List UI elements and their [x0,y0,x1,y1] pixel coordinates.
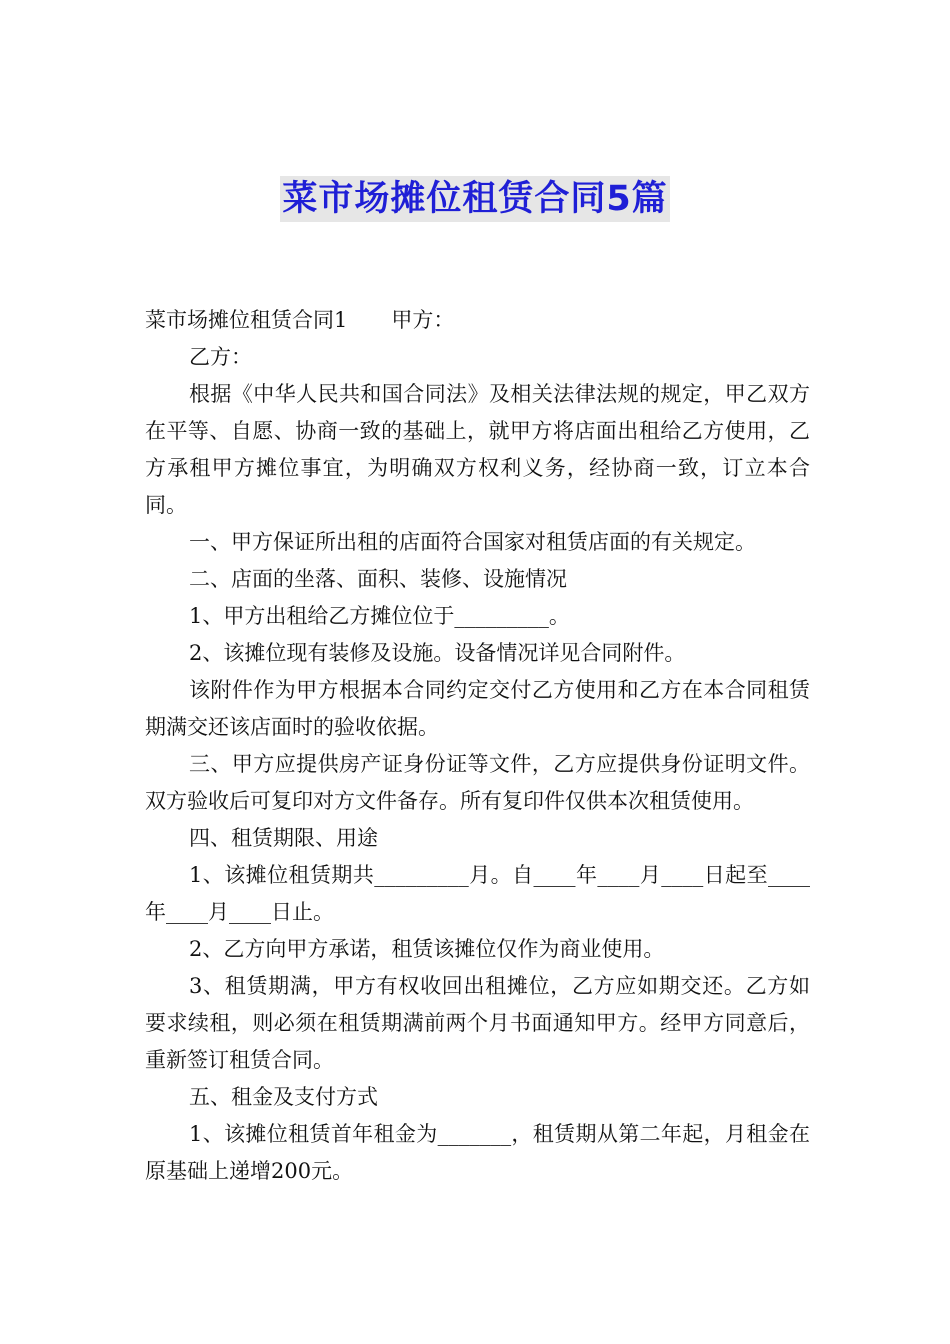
paragraph-clause-5-heading: 五、租金及支付方式 [189,1085,378,1109]
party-a-label: 甲方： [391,308,455,332]
paragraph-attachment-note: 该附件作为甲方根据本合同约定交付乙方使用和乙方在本合同租赁期满交还该店面时的验收依据。 [145,678,810,739]
paragraph-clause-3: 三、甲方应提供房产证身份证等文件，乙方应提供身份证明文件。双方验收后可复印对方文件备存。所有复印件仅供本次租赁使用。 [145,752,810,813]
document-title: 菜市场摊位租赁合同5篇 [280,176,669,222]
contract-number-label: 菜市场摊位租赁合同1 [145,308,348,332]
paragraph-clause-2-2: 2、该摊位现有装修及设施。设备情况详见合同附件。 [189,641,686,665]
paragraph-clause-5-1: 1、该摊位租赁首年租金为_______，租赁期从第二年起，月租金在原基础上递增200元。 [145,1122,810,1183]
paragraph-clause-2-1: 1、甲方出租给乙方摊位位于_________。 [189,604,570,628]
paragraph-clause-1: 一、甲方保证所出租的店面符合国家对租赁店面的有关规定。 [189,530,756,554]
document-body [145,302,810,1190]
paragraph-clause-2-heading: 二、店面的坐落、面积、装修、设施情况 [189,567,567,591]
paragraph-clause-4-heading: 四、租赁期限、用途 [189,826,378,850]
paragraph-preamble: 根据《中华人民共和国合同法》及相关法律法规的规定，甲乙双方在平等、自愿、协商一致的基础上，就甲方将店面出租给乙方使用，乙方承租甲方摊位事宜，为明确双方权利义务，经协商一致，订立本合同。 [145,382,810,517]
paragraph-clause-4-3: 3、租赁期满，甲方有权收回出租摊位，乙方应如期交还。乙方如要求续租，则必须在租赁期满前两个月书面通知甲方。经甲方同意后，重新签订租赁合同。 [145,974,810,1072]
paragraph-clause-4-2: 2、乙方向甲方承诺，租赁该摊位仅作为商业使用。 [189,937,665,961]
heading-line [145,302,810,339]
paragraph-party-b: 乙方： [189,345,252,369]
title-container [0,176,950,222]
paragraph-clause-4-1: 1、该摊位租赁期共_________月。自____年____月____日起至____年____月____日止。 [145,863,810,924]
